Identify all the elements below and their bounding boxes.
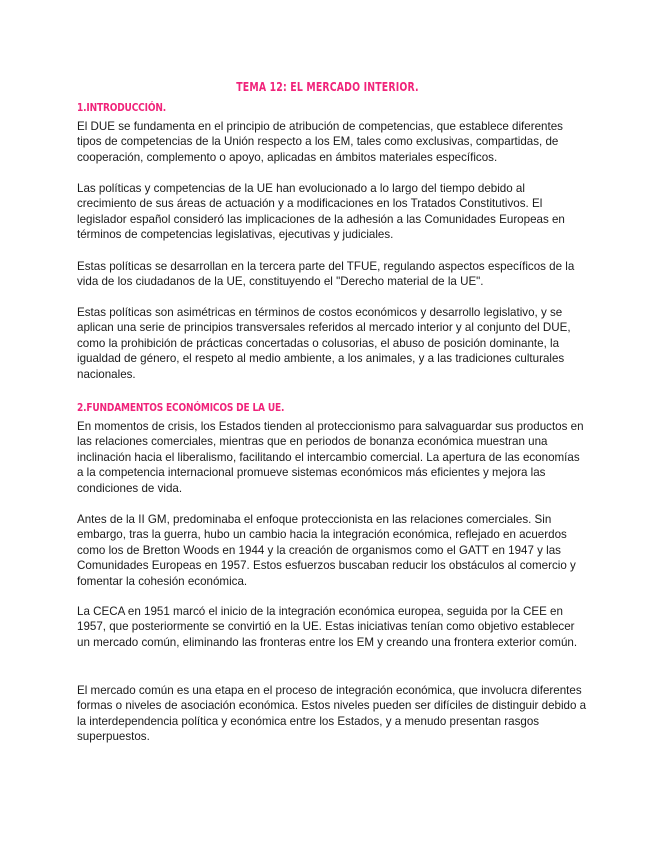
paragraph: La CECA en 1951 marcó el inicio de la integración económica europea, seguida por la CEE en 1957, que posteriormente se convirtió en la UE. Estas iniciativas tenían como objetivo establecer un mercado común, eliminando las fronteras entre los EM y creando una frontera exterior común. <box>77 605 578 649</box>
paragraph: En momentos de crisis, los Estados tienden al proteccionismo para salvaguardar sus productos en las relaciones comerciales, mientras que en periodos de bonanza económica muestran una inclinación hacia el liberalismo, facilitando el intercambio comercial. La apertura de las economías a la competencia internacional promueve sistemas económicos más eficientes y mejora las condiciones de vida. <box>77 420 584 495</box>
paragraph: Estas políticas se desarrollan en la tercera parte del TFUE, regulando aspectos específicos de la vida de los ciudadanos de la UE, constituyendo el "Derecho material de la UE". <box>77 260 575 289</box>
document-title: TEMA 12: EL MERCADO INTERIOR. <box>236 80 419 94</box>
paragraph: El mercado común es una etapa en el proceso de integración económica, que involucra diferentes formas o niveles de asociación económica. Estos niveles pueden ser difíciles de distinguir debido a la interdependencia política y económica entre los Estados, y a menudo presentan rasgos superpuestos. <box>77 684 587 744</box>
paragraph: Estas políticas son asimétricas en términos de costos económicos y desarrollo legislativo, y se aplican una serie de principios transversales referidos al mercado interior y al conjunto del DUE, como la prohibición de prácticas concertadas o colusorias, el abuso de posición dominante, la igualdad de género, el respeto al medio ambiente, a los animales, y a las tradiciones culturales nacionales. <box>77 306 571 381</box>
section-heading-introduccion: 1.INTRODUCCIÓN. <box>77 101 166 114</box>
section-heading-fundamentos: 2.FUNDAMENTOS ECONÓMICOS DE LA UE. <box>77 401 285 414</box>
paragraph: El DUE se fundamenta en el principio de atribución de competencias, que establece diferentes tipos de competencias de la Unión respecto a los EM, tales como exclusivas, compartidas, de cooperación, complemento o apoyo, aplicadas en ámbitos materiales específicos. <box>77 120 563 164</box>
paragraph: Las políticas y competencias de la UE han evolucionado a lo largo del tiempo debido al crecimiento de sus áreas de actuación y a modificaciones en los Tratados Constitutivos. El legislador español consideró las implicaciones de la adhesión a las Comunidades Europeas en términos de competencias legislativas, ejecutivas y judiciales. <box>77 182 565 242</box>
paragraph: Antes de la II GM, predominaba el enfoque proteccionista en las relaciones comerciales. Sin embargo, tras la guerra, hubo un cambio hacia la integración económica, reflejado en acuerdos como los de Bretton Woods en 1944 y la creación de organismos como el GATT en 1947 y las Comunidades Europeas en 1957. Estos esfuerzos buscaban reducir los obstáculos al comercio y fomentar la cohesión económica. <box>77 513 576 588</box>
